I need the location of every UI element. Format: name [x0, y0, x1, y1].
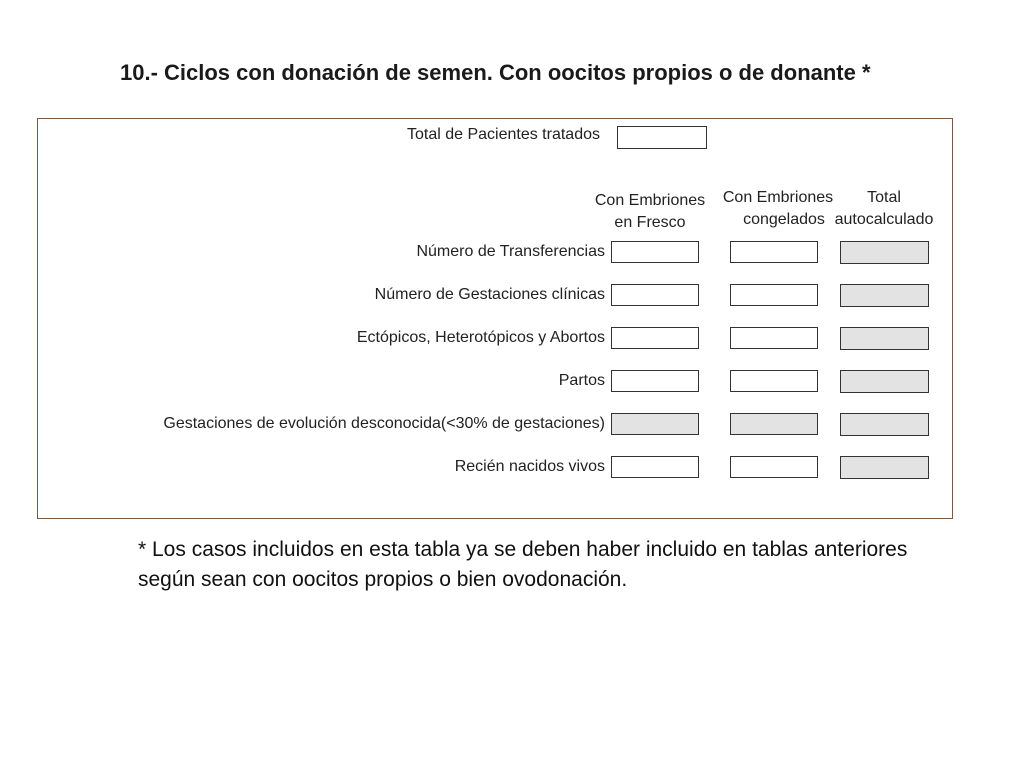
row-label-gestaciones-clinicas: Número de Gestaciones clínicas — [374, 286, 605, 303]
evolucion-desconocida-frozen-field — [730, 413, 818, 435]
row-label-ectopicos: Ectópicos, Heterotópicos y Abortos — [356, 329, 605, 346]
column-header-fresh: Con Embriones en Fresco — [594, 192, 706, 231]
nacidos-vivos-total-field — [840, 456, 929, 479]
nacidos-vivos-frozen-input[interactable] — [730, 456, 818, 478]
gestaciones-clinicas-fresh-input[interactable] — [611, 284, 699, 306]
gestaciones-clinicas-total-field — [840, 284, 929, 307]
evolucion-desconocida-fresh-field — [611, 413, 699, 435]
row-label-evolucion-desconocida: Gestaciones de evolución desconocida(<30% de gestaciones) — [163, 415, 605, 432]
partos-total-field — [840, 370, 929, 393]
nacidos-vivos-fresh-input[interactable] — [611, 456, 699, 478]
ectopicos-total-field — [840, 327, 929, 350]
transferencias-fresh-input[interactable] — [611, 241, 699, 263]
row-label-nacidos-vivos: Recién nacidos vivos — [454, 458, 605, 475]
row-label-partos: Partos — [558, 372, 605, 389]
page-title: 10.- Ciclos con donación de semen. Con oocitos propios o de donante * — [120, 60, 871, 85]
column-header-total: Total autocalculado — [834, 189, 934, 228]
partos-fresh-input[interactable] — [611, 370, 699, 392]
total-patients-label: Total de Pacientes tratados — [406, 126, 600, 143]
footnote: * Los casos incluidos en esta tabla ya se deben haber incluido en tablas anteriores según sean con oocitos propios o bien ovodonación. — [138, 538, 908, 591]
column-header-frozen: Con Embriones congelados — [722, 189, 834, 228]
gestaciones-clinicas-frozen-input[interactable] — [730, 284, 818, 306]
total-patients-input[interactable] — [617, 126, 707, 149]
partos-frozen-input[interactable] — [730, 370, 818, 392]
ectopicos-frozen-input[interactable] — [730, 327, 818, 349]
evolucion-desconocida-total-field — [840, 413, 929, 436]
ectopicos-fresh-input[interactable] — [611, 327, 699, 349]
row-label-transferencias: Número de Transferencias — [416, 243, 605, 260]
transferencias-total-field — [840, 241, 929, 264]
transferencias-frozen-input[interactable] — [730, 241, 818, 263]
